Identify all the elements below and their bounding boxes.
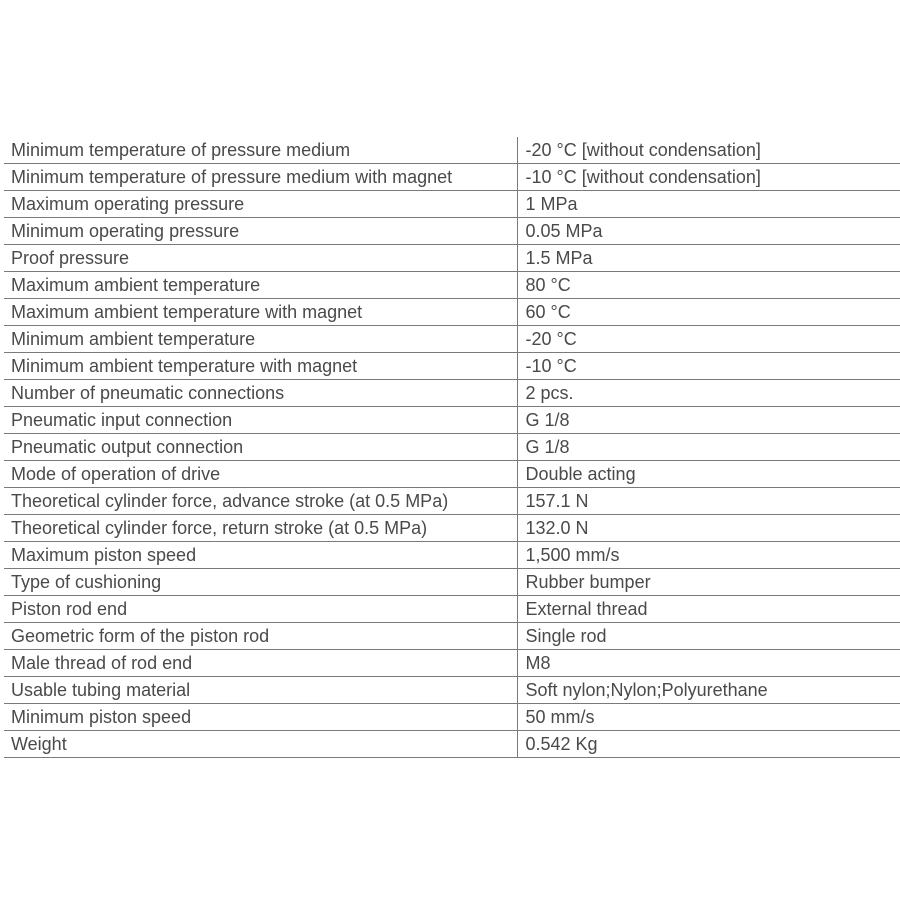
spec-label: Pneumatic output connection [4,434,517,461]
spec-label: Proof pressure [4,245,517,272]
spec-value: 1 MPa [517,191,900,218]
spec-label: Piston rod end [4,596,517,623]
spec-value: G 1/8 [517,407,900,434]
spec-row [4,353,900,380]
spec-label: Minimum temperature of pressure medium [4,137,517,164]
spec-row [4,515,900,542]
spec-value: G 1/8 [517,434,900,461]
spec-row [4,164,900,191]
spec-label: Minimum temperature of pressure medium with magnet [4,164,517,191]
spec-row [4,272,900,299]
spec-value: -10 °C [without condensation] [517,164,900,191]
spec-row [4,704,900,731]
spec-value: 1.5 MPa [517,245,900,272]
spec-value: 60 °C [517,299,900,326]
spec-row [4,245,900,272]
spec-label: Weight [4,731,517,758]
spec-table [4,137,900,758]
spec-value: -20 °C [517,326,900,353]
spec-value: 2 pcs. [517,380,900,407]
spec-label: Theoretical cylinder force, advance stroke (at 0.5 MPa) [4,488,517,515]
spec-row [4,731,900,758]
spec-row [4,623,900,650]
spec-value: Rubber bumper [517,569,900,596]
spec-label: Minimum ambient temperature [4,326,517,353]
spec-label: Male thread of rod end [4,650,517,677]
spec-row [4,650,900,677]
spec-row [4,677,900,704]
spec-value: Double acting [517,461,900,488]
spec-label: Maximum ambient temperature with magnet [4,299,517,326]
spec-value: 1,500 mm/s [517,542,900,569]
spec-table-body [4,137,900,758]
spec-row [4,380,900,407]
spec-value: -10 °C [517,353,900,380]
spec-row [4,137,900,164]
spec-row [4,569,900,596]
spec-row [4,596,900,623]
spec-row [4,407,900,434]
spec-label: Geometric form of the piston rod [4,623,517,650]
spec-value: Single rod [517,623,900,650]
spec-value: 157.1 N [517,488,900,515]
spec-value: M8 [517,650,900,677]
spec-value: Soft nylon;Nylon;Polyurethane [517,677,900,704]
spec-row [4,434,900,461]
spec-row [4,326,900,353]
spec-value: 0.542 Kg [517,731,900,758]
spec-row [4,542,900,569]
spec-row [4,488,900,515]
spec-row [4,299,900,326]
spec-row [4,461,900,488]
spec-label: Minimum operating pressure [4,218,517,245]
spec-label: Type of cushioning [4,569,517,596]
spec-label: Theoretical cylinder force, return stroke (at 0.5 MPa) [4,515,517,542]
spec-value: 80 °C [517,272,900,299]
spec-label: Minimum ambient temperature with magnet [4,353,517,380]
spec-label: Mode of operation of drive [4,461,517,488]
spec-value: 132.0 N [517,515,900,542]
spec-label: Pneumatic input connection [4,407,517,434]
spec-value: 0.05 MPa [517,218,900,245]
spec-label: Usable tubing material [4,677,517,704]
spec-row [4,191,900,218]
spec-value: -20 °C [without condensation] [517,137,900,164]
spec-row [4,218,900,245]
spec-label: Number of pneumatic connections [4,380,517,407]
spec-value: External thread [517,596,900,623]
spec-value: 50 mm/s [517,704,900,731]
spec-label: Minimum piston speed [4,704,517,731]
spec-label: Maximum ambient temperature [4,272,517,299]
spec-label: Maximum piston speed [4,542,517,569]
spec-label: Maximum operating pressure [4,191,517,218]
